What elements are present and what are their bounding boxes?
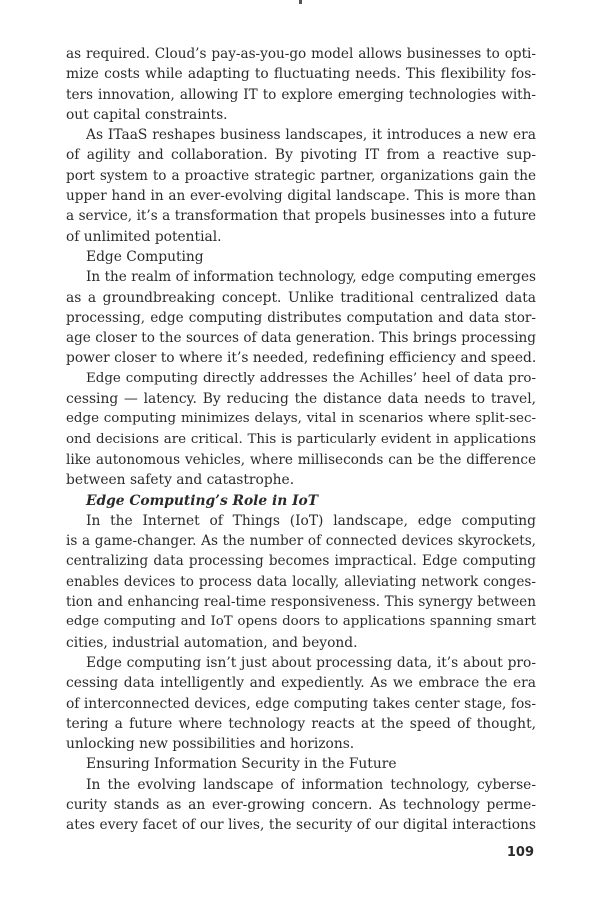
text-line: Ensuring Information Security in the Future [86, 756, 397, 773]
text-line: cessing — latency. By reducing the distance data needs to travel, [66, 391, 536, 408]
text-line: ters innovation, allowing IT to explore emerging technologies with- [66, 86, 536, 103]
text-line: enables devices to process data locally, alleviating network conges- [66, 573, 536, 590]
text-line: a service, it’s a transformation that propels businesses into a future [66, 208, 536, 225]
text-line: curity stands as an ever-growing concern. As technology perme- [66, 796, 536, 813]
text-line: as a groundbreaking concept. Unlike traditional centralized data [66, 289, 536, 306]
text-line: ond decisions are critical. This is particularly evident in applications [66, 431, 536, 447]
text-line: mize costs while adapting to fluctuating needs. This flexibility fos- [66, 66, 536, 83]
top-edge-mark [299, 0, 302, 4]
text-line: of agility and collaboration. By pivoting IT from a reactive sup- [66, 147, 536, 164]
text-line: between safety and catastrophe. [66, 472, 295, 489]
text-line: processing, edge computing distributes computation and data stor- [66, 309, 536, 326]
text-line: as required. Cloud’s pay-as-you-go model allows businesses to opti- [66, 46, 536, 62]
text-line: of interconnected devices, edge computing takes center stage, fos- [66, 695, 536, 712]
text-line: ates every facet of our lives, the security of our digital interactions [66, 817, 536, 834]
text-line: tering a future where technology reacts at the speed of thought, [66, 715, 536, 732]
text-line: edge computing minimizes delays, vital in scenarios where split-sec- [66, 411, 536, 427]
text-line: As ITaaS reshapes business landscapes, it introduces a new era [86, 127, 536, 144]
text-line: tion and enhancing real-time responsiveness. This synergy between [66, 594, 536, 611]
text-line: unlocking new possibilities and horizons. [66, 736, 355, 753]
text-line: like autonomous vehicles, where milliseconds can be the difference [66, 451, 536, 468]
text-line: age closer to the sources of data generation. This brings processing [66, 330, 536, 347]
page-number: 109 [506, 845, 534, 860]
text-line: edge computing and IoT opens doors to applications spanning smart [66, 614, 536, 630]
section-heading: Edge Computing’s Role in IoT [86, 492, 319, 509]
text-line: Edge computing directly addresses the Achilles’ heel of data pro- [86, 370, 536, 386]
text-line: port system to a proactive strategic partner, organizations gain the [66, 167, 536, 184]
text-line: Edge computing isn’t just about processing data, it’s about pro- [86, 654, 536, 671]
text-line: of unlimited potential. [66, 228, 222, 245]
text-line: cessing data intelligently and expediently. As we embrace the era [66, 675, 536, 692]
text-line: out capital constraints. [66, 106, 228, 123]
text-line: In the evolving landscape of information technology, cyberse- [86, 776, 536, 793]
text-line: upper hand in an ever-evolving digital landscape. This is more than [66, 188, 536, 205]
text-line: In the realm of information technology, edge computing emerges [86, 269, 536, 286]
text-line: is a game-changer. As the number of connected devices skyrockets, [66, 533, 536, 550]
text-line: cities, industrial automation, and beyond. [66, 634, 358, 651]
text-line: In the Internet of Things (IoT) landscape, edge computing [86, 512, 536, 529]
page-body-text [66, 44, 536, 836]
text-line: centralizing data processing becomes impractical. Edge computing [66, 553, 536, 570]
text-line: Edge Computing [86, 248, 204, 265]
text-line: power closer to where it’s needed, redefining efficiency and speed. [66, 350, 537, 367]
